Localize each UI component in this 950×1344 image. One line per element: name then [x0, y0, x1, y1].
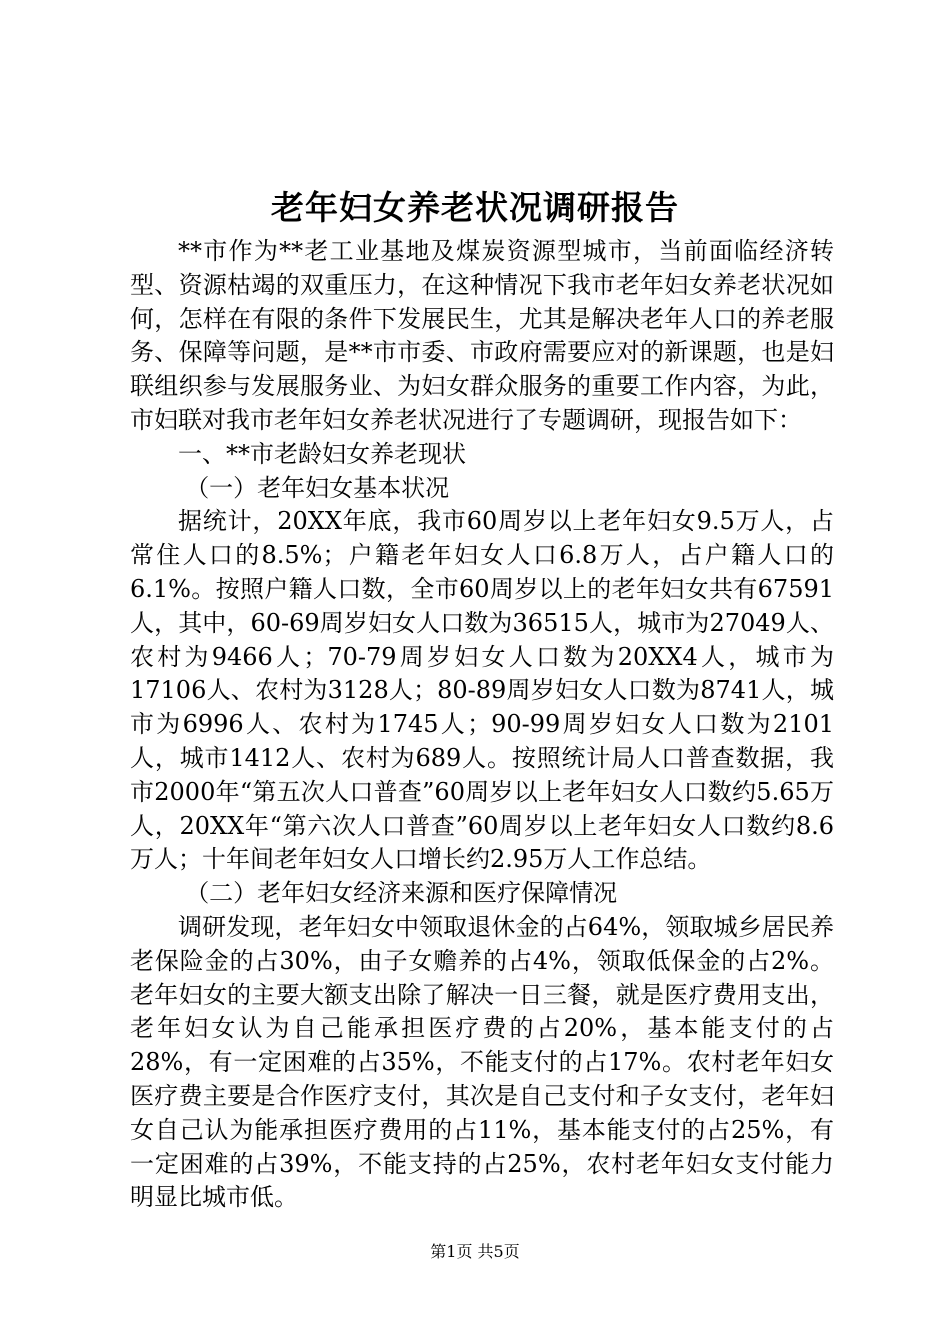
subsection-heading: （二）老年妇女经济来源和医疗保障情况: [185, 879, 618, 908]
section-heading: 一、**市老龄妇女养老现状: [178, 439, 466, 468]
document-body: [130, 235, 834, 1215]
document-title: 老年妇女养老状况调研报告: [271, 188, 679, 227]
economy-paragraph: 调研发现，老年妇女中领取退休金的占64%，领取城乡居民养老保险金的占30%，由子女赡养的占4%，领取低保金的占2%。老年妇女的主要大额支出除了解决一日三餐，就是医疗费用支出，老年妇女认为自己能承担医疗费的占20%，基本能支付的占28%，有一定困难的占35%，不能支付的占17%。农村老年妇女医疗费主要是合作医疗支付，其次是自己支付和子女支付，老年妇女自己认为能承担医疗费用的占11%，基本能支付的占25%，有一定困难的占39%，不能支持的占25%，农村老年妇女支付能力明显比城市低。: [130, 912, 834, 1212]
page-footer: 第1页 共5页: [430, 1242, 520, 1261]
intro-paragraph: **市作为**老工业基地及煤炭资源型城市，当前面临经济转型、资源枯竭的双重压力，在这种情况下我市老年妇女养老状况如何，怎样在有限的条件下发展民生，尤其是解决老年人口的养老服务、保障等问题，是**市市委、市政府需要应对的新课题，也是妇联组织参与发展服务业、为妇女群众服务的重要工作内容，为此，市妇联对我市老年妇女养老状况进行了专题调研，现报告如下：: [130, 237, 834, 434]
subsection-heading: （一）老年妇女基本状况: [185, 473, 450, 502]
statistics-paragraph: 据统计，20XX年底，我市60周岁以上老年妇女9.5万人，占常住人口的8.5%；户籍老年妇女人口6.8万人，占户籍人口的6.1%。按照户籍人口数，全市60周岁以上的老年妇女共有67591人，其中，60-69周岁妇女人口数为36515人，城市为27049人、农村为9466人；70-79周岁妇女人口数为20XX4人，城市为17106人、农村为3128人；80-89周岁妇女人口数为8741人，城市为6996人、农村为1745人；90-99周岁妇女人口数为2101人，城市1412人、农村为689人。按照统计局人口普查数据，我市2000年“第五次人口普查”60周岁以上老年妇女人口数约5.65万人，20XX年“第六次人口普查”60周岁以上老年妇女人口数约8.6万人；十年间老年妇女人口增长约2.95万人工作总结。: [130, 507, 834, 874]
